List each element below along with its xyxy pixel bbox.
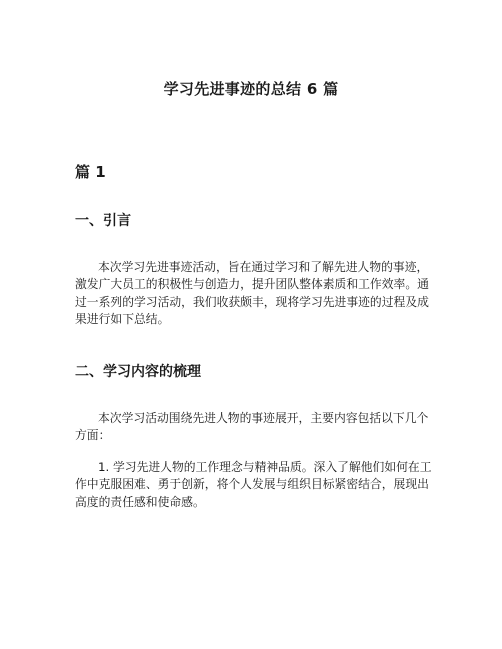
section-heading-content-review: 二、学习内容的梳理 <box>75 364 201 380</box>
paragraph-line: 过一系列的学习活动，我们收获颇丰，现将学习先进事迹的过程及成 <box>75 294 429 309</box>
paragraph-line: 方面： <box>75 428 111 443</box>
paragraph-line: 高度的责任感和使命感。 <box>75 494 205 509</box>
introduction-paragraph <box>75 259 427 328</box>
content-review-paragraph <box>75 410 427 445</box>
paragraph-line: 果进行如下总结。 <box>75 311 170 326</box>
part-heading: 篇 1 <box>75 163 106 181</box>
section-heading-introduction: 一、引言 <box>75 213 131 229</box>
document-title: 学习先进事迹的总结 6 篇 <box>163 80 339 98</box>
paragraph-line: 激发广大员工的积极性与创造力，提升团队整体素质和工作效率。通 <box>75 277 429 292</box>
paragraph-line: 1. 学习先进人物的工作理念与精神品质。深入了解他们如何在工 <box>98 460 432 474</box>
numbered-item-1 <box>75 459 432 511</box>
paragraph-line: 本次学习先进事迹活动，旨在通过学习和了解先进人物的事迹， <box>98 260 429 274</box>
paragraph-line: 本次学习活动围绕先进人物的事迹展开，主要内容包括以下几个 <box>98 411 429 425</box>
paragraph-line: 作中克服困难、勇于创新，将个人发展与组织目标紧密结合，展现出 <box>75 477 429 492</box>
